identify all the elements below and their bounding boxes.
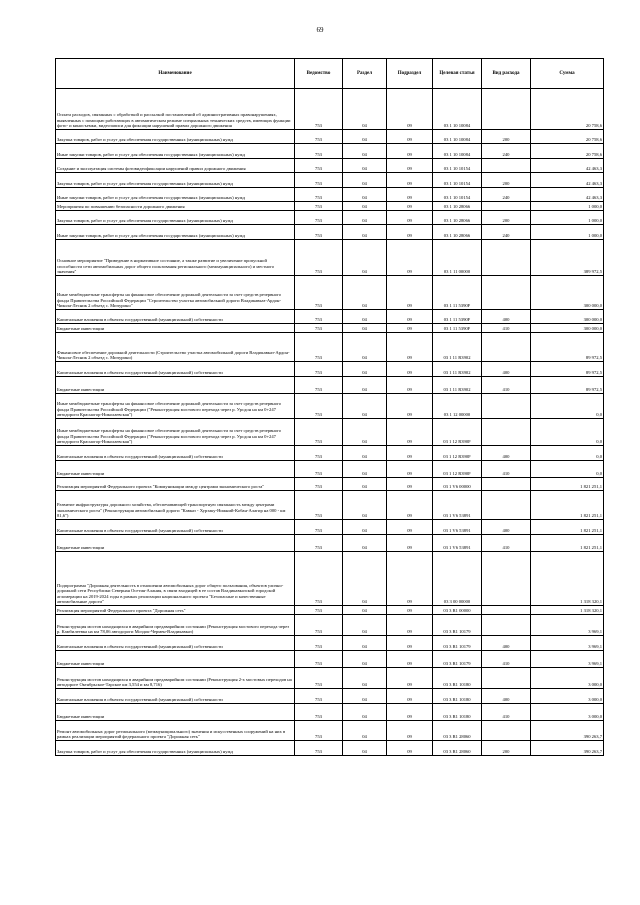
cell-vr [482,552,531,606]
cell-ved: 753 [295,394,343,419]
cell-vr [482,276,531,310]
cell-sum: 3 000,0 [531,668,604,689]
cell-name: Закупка товаров, работ и услуг для обеспечения государственных (муниципальных) нужд [56,173,295,188]
cell-name: Закупка товаров, работ и услуг для обеспечения государственных (муниципальных) нужд [56,211,295,225]
cell-ved: 753 [295,721,343,741]
cell-ved: 753 [295,202,343,211]
cell-vr: 400 [482,520,531,535]
cell-razd: 04 [343,202,387,211]
cell-podr: 09 [387,446,433,461]
header-expense-type: Вид расхода [482,59,531,89]
cell-sum: 42 463,3 [531,173,604,188]
cell-podr: 09 [387,520,433,535]
cell-razd: 04 [343,741,387,756]
cell-razd: 04 [343,324,387,333]
cell-name: Реализация мероприятий Федерального проекта "Коммуникации между центрами экономического роста" [56,478,295,491]
cell-podr: 09 [387,144,433,159]
cell-podr: 09 [387,461,433,478]
cell-ved: 753 [295,520,343,535]
cell-sum: 89 972,5 [531,362,604,377]
cell-podr: 09 [387,552,433,606]
cell-sum: 3 000,0 [531,689,604,704]
cell-razd: 04 [343,615,387,636]
cell-name: Иные межбюджетные трансферты на финансовое обеспечение дорожной деятельности за счет средств резервного фонда Правительства Российской Федерации ("Реконструкция мостового перехода через р. Урсдон на км 0+247 автодороги Красногор-Николаевская") [56,394,295,419]
cell-name: Капитальные вложения в объекты государственной (муниципальной) собственности [56,636,295,651]
cell-name: Бюджетные инвестиции [56,651,295,668]
cell-cs: 03 1 V6 53891 [433,520,482,535]
cell-sum: 42 463,3 [531,188,604,202]
cell-razd: 04 [343,310,387,324]
cell-ved: 753 [295,362,343,377]
table-row [56,721,604,741]
cell-vr: 200 [482,211,531,225]
cell-cs: 03 3 00 00000 [433,552,482,606]
cell-sum: 1 318 320,1 [531,606,604,615]
cell-cs: 03 1 11 00000 [433,240,482,276]
cell-ved: 753 [295,651,343,668]
header-section: Раздел [343,59,387,89]
cell-razd: 04 [343,461,387,478]
cell-podr: 09 [387,173,433,188]
table-row [56,159,604,173]
table-row [56,394,604,419]
cell-cs: 03 1 12 R390F [433,446,482,461]
cell-ved: 753 [295,333,343,362]
cell-sum: 300 000,0 [531,310,604,324]
table-row [56,419,604,446]
cell-sum: 1 000,0 [531,211,604,225]
cell-vr: 410 [482,324,531,333]
cell-razd: 04 [343,144,387,159]
cell-name: Развитие инфраструктуры дорожного хозяйства, обеспечивающей транспортную связанность между центрами экономического роста" (Реконструкция автомобильной дороги "Кавказ - Хурзаку-Нижний-Кобан-Алагир на 000 - км 81,6") [56,491,295,520]
cell-podr: 09 [387,636,433,651]
table-row [56,173,604,188]
cell-razd: 04 [343,225,387,240]
table-row [56,130,604,144]
cell-vr: 410 [482,651,531,668]
cell-ved: 753 [295,159,343,173]
cell-podr: 09 [387,741,433,756]
cell-vr: 240 [482,144,531,159]
cell-ved: 753 [295,615,343,636]
cell-cs: 03 3 R1 28060 [433,741,482,756]
table-row [56,310,604,324]
cell-vr: 240 [482,188,531,202]
cell-vr [482,202,531,211]
cell-vr: 400 [482,636,531,651]
cell-sum: 1 000,0 [531,202,604,211]
cell-ved: 753 [295,324,343,333]
table-row [56,144,604,159]
cell-ved: 753 [295,225,343,240]
page-number: 69 [316,26,324,34]
table-row [56,651,604,668]
cell-cs: 03 1 12 R390F [433,461,482,478]
cell-name: Капитальные вложения в объекты государственной (муниципальной) собственности [56,520,295,535]
cell-ved: 753 [295,668,343,689]
cell-podr: 09 [387,491,433,520]
header-amount: Сумма [531,59,604,89]
cell-name: Основное мероприятие "Приведение в нормативное состояние, а также развитие и увеличение пропускной способности сети автомобильных дорог общего пользования регионального (межмуниципального) и местного значения" [56,240,295,276]
cell-ved: 753 [295,377,343,394]
cell-name: Реализация мероприятий Федерального проекта "Дорожная сеть" [56,606,295,615]
cell-vr: 410 [482,704,531,721]
cell-name: Капитальные вложения в объекты государственной (муниципальной) собственности [56,310,295,324]
cell-podr: 09 [387,240,433,276]
cell-vr: 200 [482,173,531,188]
cell-podr: 09 [387,668,433,689]
cell-sum: 390 263,7 [531,721,604,741]
cell-ved: 753 [295,461,343,478]
cell-vr: 400 [482,362,531,377]
cell-podr: 09 [387,159,433,173]
cell-sum: 1 821 251,1 [531,520,604,535]
table-row [56,704,604,721]
table-row [56,225,604,240]
cell-name: Иные межбюджетные трансферты на финансовое обеспечение дорожной деятельности за счет средств резервного фонда Правительства Российской Федерации "Строительство участка автомобильной дороги Владикавказ-Ардон-Чикола-Лесник 2 объезд с. Мичурино" [56,276,295,310]
table-row [56,202,604,211]
cell-razd: 04 [343,668,387,689]
cell-sum: 0,0 [531,419,604,446]
cell-name: Капитальные вложения в объекты государственной (муниципальной) собственности [56,446,295,461]
table-row [56,240,604,276]
cell-vr: 200 [482,130,531,144]
cell-vr [482,721,531,741]
cell-vr [482,419,531,446]
cell-name: Создание и эксплуатация системы фотовидеофиксации нарушений правил дорожного движения [56,159,295,173]
cell-podr: 09 [387,89,433,130]
cell-sum: 300 000,0 [531,276,604,310]
cell-cs: 03 1 10 10084 [433,130,482,144]
cell-name: Иные закупки товаров, работ и услуг для обеспечения государственных (муниципальных) нужд [56,188,295,202]
cell-cs: 03 1 11 5390F [433,310,482,324]
cell-cs: 03 3 R1 10179 [433,615,482,636]
cell-podr: 09 [387,394,433,419]
table-row [56,552,604,606]
cell-sum: 3 000,0 [531,704,604,721]
cell-ved: 753 [295,173,343,188]
cell-name: Мероприятия по повышению безопасности дорожного движения [56,202,295,211]
cell-ved: 753 [295,478,343,491]
cell-sum: 0,0 [531,461,604,478]
table-row [56,535,604,552]
cell-cs: 03 1 12 R390F [433,419,482,446]
table-row [56,689,604,704]
table-row [56,188,604,202]
cell-name: Бюджетные инвестиции [56,324,295,333]
cell-sum: 20 758,6 [531,130,604,144]
cell-podr: 09 [387,130,433,144]
cell-sum: 42 463,3 [531,159,604,173]
cell-ved: 753 [295,89,343,130]
cell-podr: 09 [387,362,433,377]
cell-razd: 04 [343,446,387,461]
table-row [56,615,604,636]
cell-razd: 04 [343,606,387,615]
cell-sum: 1 821 251,1 [531,478,604,491]
cell-podr: 09 [387,211,433,225]
cell-razd: 04 [343,419,387,446]
cell-podr: 09 [387,377,433,394]
cell-ved: 753 [295,446,343,461]
cell-ved: 753 [295,535,343,552]
table-row [56,741,604,756]
cell-cs: 03 1 11 R3902 [433,377,482,394]
cell-name: Закупка товаров, работ и услуг для обеспечения государственных (муниципальных) нужд [56,130,295,144]
cell-sum: 0,0 [531,394,604,419]
cell-cs: 03 3 R1 10180 [433,668,482,689]
cell-vr: 410 [482,377,531,394]
cell-cs: 03 3 R1 00000 [433,606,482,615]
cell-razd: 04 [343,491,387,520]
cell-vr [482,394,531,419]
cell-ved: 753 [295,144,343,159]
cell-razd: 04 [343,689,387,704]
cell-vr [482,615,531,636]
cell-name: Бюджетные инвестиции [56,704,295,721]
cell-cs: 03 1 11 5390F [433,324,482,333]
cell-vr: 400 [482,310,531,324]
cell-sum: 390 263,7 [531,741,604,756]
cell-sum: 300 000,0 [531,324,604,333]
table-row [56,446,604,461]
cell-name: Иные межбюджетные трансферты на финансовое обеспечение дорожной деятельности за счет средств резервного фонда Правительства Российской Федерации ("Реконструкция мостового перехода через р. Урсдон на км 0+247 автодороги Красногор-Николаевская") [56,419,295,446]
cell-cs: 03 3 R1 10180 [433,704,482,721]
table-row [56,636,604,651]
cell-cs: 03 1 V6 53891 [433,491,482,520]
header-target-article: Целевая статья [433,59,482,89]
cell-sum: 20 758,6 [531,89,604,130]
cell-ved: 753 [295,606,343,615]
cell-cs: 03 1 12 00000 [433,394,482,419]
cell-podr: 09 [387,689,433,704]
cell-razd: 04 [343,520,387,535]
cell-podr: 09 [387,721,433,741]
cell-sum: 389 972,5 [531,240,604,276]
table-row [56,211,604,225]
cell-vr: 200 [482,741,531,756]
cell-name: Ремонт автомобильных дорог регионального (межмуниципального) значения и искусственных сооружений на них в рамках реализации мероприятий федерального проекта "Дорожная сеть" [56,721,295,741]
cell-cs: 03 1 11 R3902 [433,333,482,362]
cell-ved: 753 [295,419,343,446]
cell-razd: 04 [343,130,387,144]
cell-ved: 753 [295,276,343,310]
cell-cs: 03 3 R1 28060 [433,721,482,741]
cell-vr: 400 [482,446,531,461]
table-row [56,362,604,377]
table-row [56,461,604,478]
table-row [56,276,604,310]
cell-cs: 03 1 10 10084 [433,89,482,130]
cell-podr: 09 [387,324,433,333]
cell-cs: 03 1 V6 00000 [433,478,482,491]
cell-sum: 1 000,0 [531,225,604,240]
cell-podr: 09 [387,704,433,721]
cell-razd: 04 [343,276,387,310]
cell-razd: 04 [343,651,387,668]
cell-podr: 09 [387,276,433,310]
cell-podr: 09 [387,606,433,615]
cell-ved: 753 [295,741,343,756]
cell-vr: 400 [482,689,531,704]
cell-razd: 04 [343,721,387,741]
cell-name: Оплата расходов, связанных с обработкой и рассылкой постановлений об административных правонарушениях, выявленных с помощью работающих в автоматическом режиме специальных технических средств, имеющих функции фото- и киносъемки, видеозаписи для фиксации нарушений правил дорожного движения [56,89,295,130]
table-row [56,491,604,520]
cell-podr: 09 [387,188,433,202]
cell-razd: 04 [343,173,387,188]
cell-sum: 3 969,1 [531,651,604,668]
cell-cs: 03 3 R1 10179 [433,636,482,651]
cell-ved: 753 [295,211,343,225]
cell-name: Бюджетные инвестиции [56,377,295,394]
cell-sum: 3 969,1 [531,636,604,651]
cell-name: Бюджетные инвестиции [56,535,295,552]
budget-table [55,58,604,756]
cell-razd: 04 [343,333,387,362]
cell-ved: 753 [295,689,343,704]
cell-razd: 04 [343,89,387,130]
cell-cs: 03 1 11 R3902 [433,362,482,377]
cell-vr [482,159,531,173]
table-row [56,520,604,535]
cell-razd: 04 [343,377,387,394]
cell-name: Капитальные вложения в объекты государственной (муниципальной) собственности [56,362,295,377]
cell-vr [482,333,531,362]
cell-cs: 03 1 10 10154 [433,188,482,202]
cell-razd: 04 [343,188,387,202]
cell-razd: 04 [343,362,387,377]
table-row [56,89,604,130]
cell-sum: 3 969,1 [531,615,604,636]
header-subsection: Подраздел [387,59,433,89]
cell-name: Реконструкция мостов находящихся в аварийном предаварийном состоянии (Реконструкция 2-х мостовых переходов на автодороге Октябрьское-Тарское км 3,554 и км 8,716) [56,668,295,689]
cell-razd: 04 [343,159,387,173]
cell-razd: 04 [343,552,387,606]
cell-cs: 03 1 10 28066 [433,225,482,240]
cell-sum: 1 821 251,1 [531,535,604,552]
cell-sum: 1 318 320,1 [531,552,604,606]
cell-ved: 753 [295,310,343,324]
cell-podr: 09 [387,478,433,491]
cell-ved: 753 [295,491,343,520]
cell-podr: 09 [387,202,433,211]
cell-razd: 04 [343,636,387,651]
cell-ved: 753 [295,704,343,721]
header-department: Ведомство [295,59,343,89]
cell-sum: 89 972,5 [531,333,604,362]
cell-cs: 03 1 V6 53891 [433,535,482,552]
cell-name: Бюджетные инвестиции [56,461,295,478]
cell-ved: 753 [295,552,343,606]
cell-podr: 09 [387,310,433,324]
cell-cs: 03 1 10 10084 [433,144,482,159]
cell-podr: 09 [387,535,433,552]
cell-sum: 89 972,5 [531,377,604,394]
cell-vr [482,491,531,520]
cell-podr: 09 [387,651,433,668]
cell-razd: 04 [343,240,387,276]
cell-cs: 03 1 11 5390F [433,276,482,310]
cell-cs: 03 1 10 10154 [433,173,482,188]
cell-sum: 1 821 251,1 [531,491,604,520]
table-row [56,377,604,394]
cell-ved: 753 [295,188,343,202]
cell-vr [482,240,531,276]
cell-razd: 04 [343,478,387,491]
cell-ved: 753 [295,636,343,651]
cell-cs: 03 1 10 28066 [433,202,482,211]
cell-name: Реконструкция мостов находящихся в аварийном предаварийном состоянии (Реконструкция мостового перехода через р. Камбилеевка на км 78,06 автодороги Моздок-Чермен-Владикавказ) [56,615,295,636]
cell-podr: 09 [387,333,433,362]
cell-ved: 753 [295,130,343,144]
cell-cs: 03 1 10 10154 [433,159,482,173]
table-row [56,668,604,689]
cell-name: Закупка товаров, работ и услуг для обеспечения государственных (муниципальных) нужд [56,741,295,756]
cell-name: Иные закупки товаров, работ и услуг для обеспечения государственных (муниципальных) нужд [56,225,295,240]
table-row [56,324,604,333]
cell-vr [482,478,531,491]
cell-razd: 04 [343,535,387,552]
cell-sum: 0,0 [531,446,604,461]
table-row [56,606,604,615]
header-name: Наименование [56,59,295,89]
cell-name: Капитальные вложения в объекты государственной (муниципальной) собственности [56,689,295,704]
cell-podr: 09 [387,419,433,446]
cell-podr: 09 [387,615,433,636]
cell-razd: 04 [343,394,387,419]
cell-cs: 03 3 R1 10179 [433,651,482,668]
cell-podr: 09 [387,225,433,240]
cell-vr [482,668,531,689]
cell-name: Подпрограмма "Дорожная деятельность в отношении автомобильных дорог общего пользования, объектов улично-дорожной сети Республики Северная Осетия-Алания, в связи входящей в ее состав Владикавказской городской агломерации на 2019-2024 годы в рамках реализации национального проекта "Безопасные и качественные автомобильные дороги" [56,552,295,606]
cell-ved: 753 [295,240,343,276]
cell-vr [482,606,531,615]
cell-cs: 03 3 R1 10180 [433,689,482,704]
table-header-row [56,59,604,89]
cell-razd: 04 [343,211,387,225]
cell-vr [482,89,531,130]
table-row [56,478,604,491]
cell-name: Иные закупки товаров, работ и услуг для обеспечения государственных (муниципальных) нужд [56,144,295,159]
cell-vr: 410 [482,461,531,478]
cell-sum: 20 758,6 [531,144,604,159]
cell-razd: 04 [343,704,387,721]
cell-vr: 410 [482,535,531,552]
cell-vr: 240 [482,225,531,240]
table-row [56,333,604,362]
cell-cs: 03 1 10 28066 [433,211,482,225]
cell-name: Финансовое обеспечение дорожной деятельности (Строительство участка автомобильной дороги Владикавказ-Ардон-Чикола-Лесник 2 объезд с. Мичурино) [56,333,295,362]
